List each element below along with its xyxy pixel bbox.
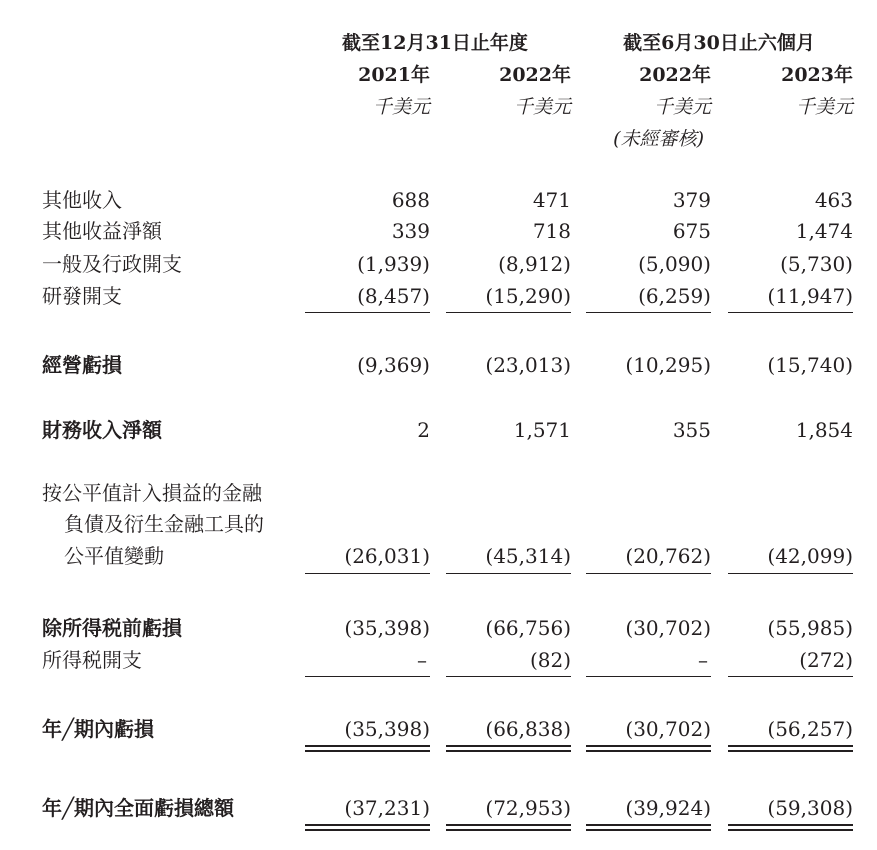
cell: (11,947)	[767, 284, 853, 308]
cell: (9,369)	[357, 353, 430, 377]
subtotal-rule	[728, 676, 853, 677]
cell: (35,398)	[344, 616, 430, 640]
cell: (30,702)	[625, 616, 711, 640]
cell: (30,702)	[625, 717, 711, 741]
subtotal-rule	[446, 573, 571, 574]
unit-col-4: 千美元	[795, 96, 853, 118]
total-double-rule	[446, 745, 571, 752]
subtotal-rule	[586, 676, 711, 677]
row-label-finance-income-net: 財務收入淨額	[42, 418, 162, 442]
total-double-rule	[446, 824, 571, 831]
row-label-fair-value-line-1: 按公平值計入損益的金融	[42, 481, 262, 505]
cell: 675	[672, 219, 711, 243]
cell: 471	[532, 188, 571, 212]
cell: (66,756)	[485, 616, 571, 640]
cell: 379	[672, 188, 711, 212]
cell: –	[698, 648, 708, 672]
cell: (66,838)	[485, 717, 571, 741]
header-group-fiscal-year: 截至12月31日止年度	[342, 32, 528, 54]
row-label-fair-value-line-3: 公平值變動	[64, 544, 164, 568]
cell: (55,985)	[767, 616, 853, 640]
cell: 718	[532, 219, 571, 243]
total-double-rule	[305, 745, 430, 752]
cell: 355	[672, 418, 711, 442]
unit-col-3: 千美元	[653, 96, 711, 118]
row-label-loss-for-period: 年╱期內虧損	[42, 717, 155, 741]
year-2021: 2021年	[358, 64, 430, 86]
cell: (39,924)	[625, 796, 711, 820]
cell: –	[417, 648, 427, 672]
subtotal-rule	[305, 573, 430, 574]
unit-col-2: 千美元	[513, 96, 571, 118]
cell: (15,290)	[485, 284, 571, 308]
cell: 2	[417, 418, 430, 442]
cell: (1,939)	[357, 252, 430, 276]
cell: (45,314)	[485, 544, 571, 568]
cell: (20,762)	[625, 544, 711, 568]
total-double-rule	[728, 824, 853, 831]
subtotal-rule	[728, 312, 853, 313]
row-label-admin-expenses: 一般及行政開支	[42, 252, 182, 276]
subtotal-rule	[446, 676, 571, 677]
unaudited-note: (未經審核)	[613, 128, 704, 150]
row-label-fair-value-line-2: 負債及衍生金融工具的	[64, 512, 264, 536]
cell: (35,398)	[344, 717, 430, 741]
cell: (59,308)	[767, 796, 853, 820]
cell: 463	[814, 188, 853, 212]
subtotal-rule	[586, 573, 711, 574]
cell: (26,031)	[344, 544, 430, 568]
cell: 339	[391, 219, 430, 243]
total-double-rule	[586, 745, 711, 752]
row-label-rnd-expenses: 研發開支	[42, 284, 122, 308]
subtotal-rule	[305, 312, 430, 313]
cell: (10,295)	[625, 353, 711, 377]
total-double-rule	[305, 824, 430, 831]
cell: 1,854	[795, 418, 853, 442]
row-label-total-comprehensive-loss: 年╱期內全面虧損總額	[42, 796, 235, 820]
cell: (8,457)	[357, 284, 430, 308]
year-2023-6m: 2023年	[781, 64, 853, 86]
cell: (56,257)	[767, 717, 853, 741]
subtotal-rule	[305, 676, 430, 677]
total-double-rule	[728, 745, 853, 752]
cell: (5,090)	[638, 252, 711, 276]
year-2022-fy: 2022年	[499, 64, 571, 86]
unit-col-1: 千美元	[372, 96, 430, 118]
cell: 1,571	[513, 418, 571, 442]
cell: 1,474	[795, 219, 853, 243]
cell: 688	[391, 188, 430, 212]
row-label-loss-before-tax: 除所得税前虧損	[42, 616, 182, 640]
cell: (8,912)	[498, 252, 571, 276]
cell: (72,953)	[485, 796, 571, 820]
header-group-six-months: 截至6月30日止六個月	[623, 32, 815, 54]
subtotal-rule	[586, 312, 711, 313]
subtotal-rule	[446, 312, 571, 313]
row-label-other-income: 其他收入	[42, 188, 122, 212]
row-label-other-gains-net: 其他收益淨額	[42, 219, 162, 243]
cell: (272)	[799, 648, 853, 672]
row-label-operating-loss: 經營虧損	[42, 353, 122, 377]
cell: (15,740)	[767, 353, 853, 377]
cell: (82)	[529, 648, 571, 672]
row-label-income-tax: 所得税開支	[42, 648, 142, 672]
cell: (5,730)	[780, 252, 853, 276]
cell: (6,259)	[638, 284, 711, 308]
cell: (37,231)	[344, 796, 430, 820]
subtotal-rule	[728, 573, 853, 574]
cell: (23,013)	[485, 353, 571, 377]
total-double-rule	[586, 824, 711, 831]
year-2022-6m: 2022年	[639, 64, 711, 86]
cell: (42,099)	[767, 544, 853, 568]
